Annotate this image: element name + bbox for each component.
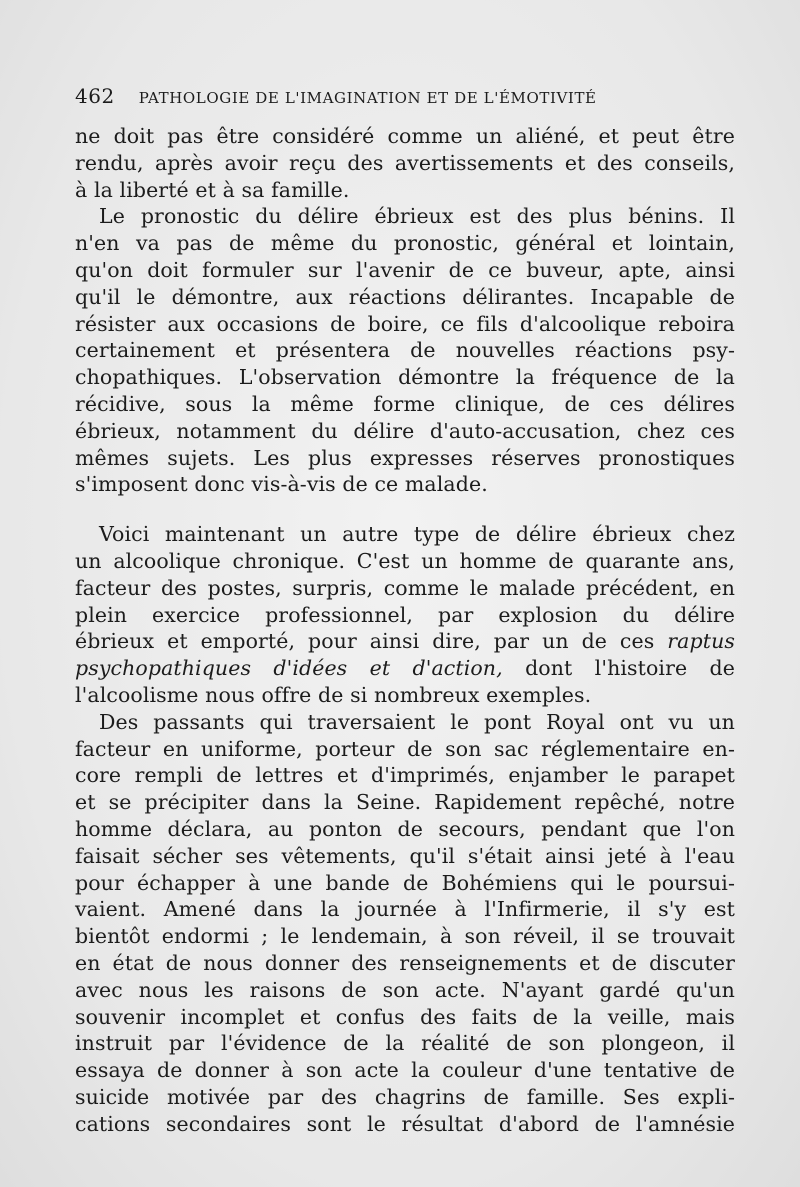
text-line: pour échapper à une bande de Bohémiens qui le poursui- — [75, 870, 735, 895]
text-line: mêmes sujets. Les plus expresses réserves pronostiques — [75, 445, 735, 470]
text-line: à la liberté et à sa famille. — [75, 177, 350, 202]
text-line: Voici maintenant un autre type de délire ébrieux chez — [99, 522, 735, 547]
text-line: rendu, après avoir reçu des avertissements et des conseils, — [75, 150, 735, 175]
text-segment: ébrieux et emporté, pour ainsi dire, par un de ces — [75, 629, 655, 654]
text-line: n'en va pas de même du pronostic, général et lointain, — [75, 231, 735, 256]
text-line: l'alcoolisme nous offre de si nombreux exemples. — [75, 682, 592, 707]
text-line: en état de nous donner des renseignements et de discuter — [75, 950, 735, 975]
text-line: vaient. Amené dans la journée à l'Infirmerie, il s'y est — [75, 897, 735, 922]
text-line: facteur en uniforme, porteur de son sac réglementaire en- — [75, 736, 735, 761]
text-line: s'imposent donc vis-à-vis de ce malade. — [75, 472, 488, 497]
italic-term: psychopathiques d'idées et d'action, — [75, 656, 503, 681]
paragraph-4 — [75, 709, 735, 1138]
text-line: certainement et présentera de nouvelles réactions psy- — [75, 338, 735, 363]
text-line: ne doit pas être considéré comme un aliéné, et peut être — [75, 124, 735, 148]
italic-term: raptus — [667, 629, 735, 654]
text-line: facteur des postes, surpris, comme le malade précédent, en — [75, 575, 735, 600]
text-line: souvenir incomplet et confus des faits de la veille, mais — [75, 1004, 735, 1029]
running-head — [75, 84, 735, 114]
text-line: cations secondaires sont le résultat d'abord de l'amnésie — [75, 1111, 735, 1136]
page-number: 462 — [75, 84, 115, 108]
paragraph-spacer — [75, 498, 735, 521]
text-line-with-italic — [75, 628, 735, 655]
text-line: essaya de donner à son acte la couleur d'une tentative de — [75, 1058, 735, 1083]
text-line: instruit par l'évidence de la réalité de son plongeon, il — [75, 1031, 735, 1056]
text-line: un alcoolique chronique. C'est un homme de quarante ans, — [75, 548, 735, 573]
text-line: ébrieux, notamment du délire d'auto-accusation, chez ces — [75, 418, 735, 443]
paragraph-1 — [75, 123, 735, 203]
text-line: avec nous les raisons de son acte. N'ayant gardé qu'un — [75, 977, 735, 1002]
body-text — [75, 123, 735, 1137]
text-segment: dont l'histoire de — [525, 656, 735, 681]
text-line: Le pronostic du délire ébrieux est des plus bénins. Il — [99, 204, 735, 229]
text-line: core rempli de lettres et d'imprimés, enjamber le parapet — [75, 763, 735, 788]
text-line-with-italic — [75, 655, 735, 682]
text-line: faisait sécher ses vêtements, qu'il s'était ainsi jeté à l'eau — [75, 843, 735, 868]
text-line: homme déclara, au ponton de secours, pendant que l'on — [75, 816, 735, 841]
text-line: Des passants qui traversaient le pont Royal ont vu un — [99, 709, 735, 734]
text-line: qu'on doit formuler sur l'avenir de ce buveur, apte, ainsi — [75, 257, 735, 282]
text-line: plein exercice professionnel, par explosion du délire — [75, 602, 735, 627]
text-line: chopathiques. L'observation démontre la fréquence de la — [75, 365, 735, 390]
chapter-title: PATHOLOGIE DE L'IMAGINATION ET DE L'ÉMOTIVITÉ — [138, 89, 597, 107]
text-line: récidive, sous la même forme clinique, de ces délires — [75, 391, 735, 416]
text-line: bientôt endormi ; le lendemain, à son réveil, il se trouvait — [75, 924, 735, 949]
paragraph-3 — [75, 521, 735, 709]
text-line: suicide motivée par des chagrins de famille. Ses expli- — [75, 1084, 735, 1109]
paragraph-2 — [75, 203, 735, 498]
text-line: résister aux occasions de boire, ce fils d'alcoolique reboira — [75, 311, 735, 336]
text-line: et se précipiter dans la Seine. Rapidement repêché, notre — [75, 790, 735, 815]
text-line: qu'il le démontre, aux réactions délirantes. Incapable de — [75, 284, 735, 309]
